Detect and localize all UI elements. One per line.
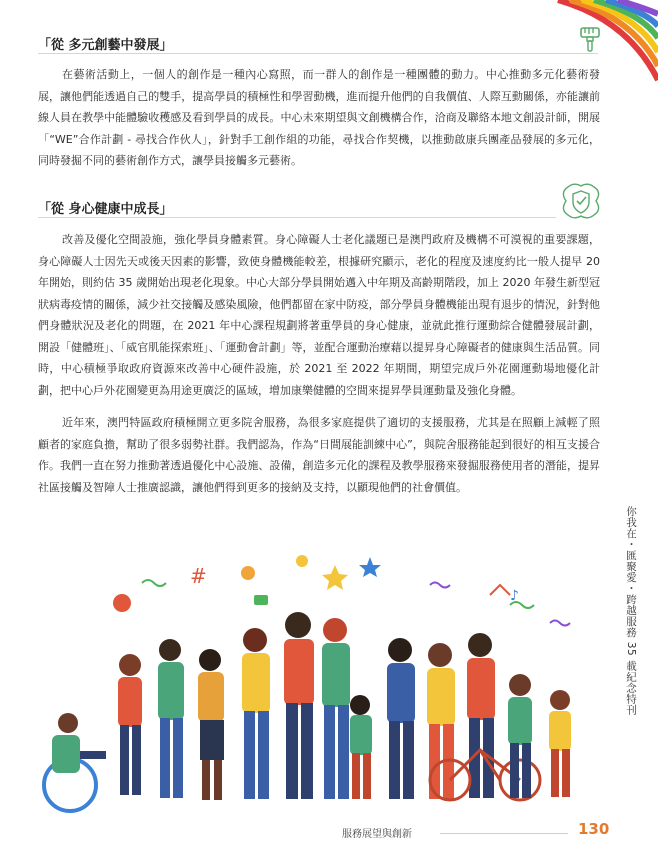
decorative-symbols [113,555,570,626]
svg-text:#: # [190,564,207,588]
paragraph-health-1: 改善及優化空間設施，強化學員身體素質。身心障礙人士老化議題已是澳門政府及機構不可漠視的重要課題，身心障礙人士因先天或後天因素的影響，致使身體機能較差，根據研究顯示，老化的程度及速度約比一般人提早 20 年開始，則約估 35 歲開始出現老化現象。中心大部分學員開始邁入中年期及高齡期階段，加上 2020 年發生新型冠狀病毒疫情的關係，減少社交接觸及感染風險，他們都留在家中防疫，部分學員身體機能出現有退步的情況，針對他們身體狀況及老化的問題，在 2021 年中心課程規劃將著重學員的身心健康，並就此推行運動綜合健體發展計劃，開設「健體班」、「威官肌能探索班」、「運動會計劃」等，並配合運動治療藉以提昇身心障礙者的健康與生活品質。同時，中心積極爭取政府資源來改善中心硬件設施，於 2021 至 2022 年期間，期望完成戶外花園運動場地優化計劃，把中心戶外花園變更為用途更廣泛的區域，增加康樂健體的空間來提昇學員運動量及強化身體。 [38,233,600,397]
paintbrush-icon [578,26,602,52]
footer-divider [440,833,568,834]
crowd-illustration [30,555,620,815]
page-number: 130 [578,820,610,838]
heading-divider [38,217,556,218]
shield-heart-icon [558,182,604,220]
paragraph-arts: 在藝術活動上，一個人的創作是一種內心寫照，而一群人的創作是一種團體的動力。中心推動多元化藝術發展，讓他們能透過自己的雙手，提高學員的積極性和學習動機，進而提升他們的自我價值、人際互動關係，亦能讓前線人員在教學中能體驗收穫感及看到學員的成長。中心未來期望與文創機構合作，洽商及聯絡本地文創設計師，開展「“WE”合作計劃 - 尋找合作伙人」，針對手工創作組的功能，尋找合作契機，以推動啟康兵團產品發展的多元化，同時發掘不同的藝術創作方式，讓學員接觸多元藝術。 [38,68,600,167]
heading-divider [38,53,598,54]
section-heading-health: 「從 身心健康中成長」 [38,202,173,217]
footer-section-title: 服務展望與創新 [342,829,412,840]
sidebar-publication-title: 你我在・匯聚愛・跨越服務 35 載紀念特刊 [625,506,637,716]
svg-text:♪: ♪ [510,588,519,604]
people-group [44,612,571,811]
section-heading-arts: 「從 多元創藝中發展」 [38,38,173,53]
paragraph-health-2: 近年來，澳門特區政府積極開立更多院舍服務，為很多家庭提供了適切的支援服務，尤其是在照顧上減輕了照顧者的家庭負擔，幫助了很多弱勢社群。我們認為，作為“日間展能訓練中心”，與院舍服務能起到很好的相互支援合作。我們一直在努力推動著透過優化中心設施、設備，創造多元化的課程及教學服務來發掘服務使用者的潛能，提昇社區接觸及智障人士推廣認識，讓他們得到更多的接納及支持，以顯現他們的社會價值。 [38,416,600,494]
